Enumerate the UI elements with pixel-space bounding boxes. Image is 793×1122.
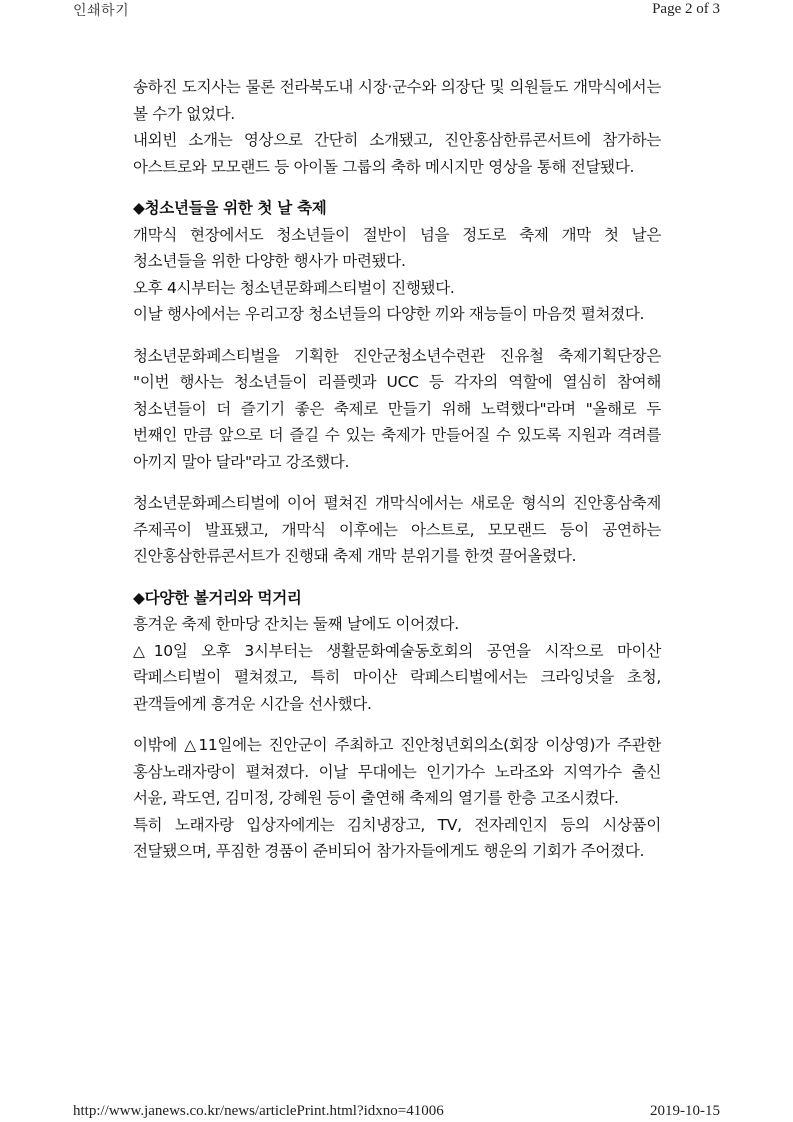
paragraph-gap	[133, 328, 661, 343]
paragraph-gap	[133, 570, 661, 585]
article-paragraph: 내외빈 소개는 영상으로 간단히 소개됐고, 진안홍삼한류콘서트에 참가하는 아스트로와 모모랜드 등 아이돌 그룹의 축하 메시지만 영상을 통해 전달됐다.	[133, 131, 661, 176]
article-paragraph: 이밖에 △11일에는 진안군이 주최하고 진안청년회의소(회장 이상영)가 주관한 홍삼노래자랑이 펼쳐졌다. 이날 무대에는 인기가수 노라조와 지역가수 출신 서윤, 곽도연, 김미정, 강혜원 등이 출연해 축제의 열기를 한층 고조시켰다.	[133, 736, 661, 807]
article-paragraph: 이날 행사에서는 우리고장 청소년들의 다양한 끼와 재능들이 마음껏 펼쳐졌다.	[133, 305, 645, 323]
article-paragraph: 오후 4시부터는 청소년문화페스티벌이 진행됐다.	[133, 278, 455, 297]
page-indicator: Page 2 of 3	[652, 1, 720, 17]
article-paragraph: 흥겨운 축제 한마당 잔치는 둘째 날에도 이어졌다.	[133, 615, 459, 633]
article-paragraph: 개막식 현장에서도 청소년들이 절반이 넘을 정도로 축제 개막 첫 날은 청소년들을 위한 다양한 행사가 마련됐다.	[133, 225, 661, 270]
article-paragraph: 송하진 도지사는 물론 전라북도내 시장·군수와 의장단 및 의원들도 개막식에서는 볼 수가 없었다.	[133, 78, 661, 123]
article-body	[133, 74, 661, 865]
print-date: 2019-10-15	[650, 1103, 720, 1119]
article-paragraph: △10일 오후 3시부터는 생활문화예술동호회의 공연을 시작으로 마이산 락페스티벌이 펼쳐졌고, 특히 마이산 락페스티벌에서는 크라잉넛을 초청, 관객들에게 흥겨운 시간을 선사했다.	[133, 641, 661, 713]
section-heading: ◆다양한 볼거리와 먹거리	[133, 588, 302, 607]
paragraph-gap	[133, 180, 661, 195]
article-paragraph: 특히 노래자랑 입상자에게는 김치냉장고, TV, 전자레인지 등의 시상품이 전달됐으며, 푸짐한 경품이 준비되어 참가자들에게도 행운의 기회가 주어졌다.	[133, 815, 661, 860]
article-paragraph: 청소년문화페스티벌을 기획한 진안군청소년수련관 진유철 축제기획단장은 "이번 행사는 청소년들이 리플렛과 UCC 등 각자의 역할에 열심히 참여해 청소년들이 더 즐기기 좋은 축제로 만들기 위해 노력했다"라며 "올해로 두 번째인 만큼 앞으로 더 즐길 수 있는 축제가 만들어질 수 있도록 지원과 격려를 아끼지 말아 달라"라고 강조했다.	[133, 346, 661, 471]
section-heading: ◆청소년들을 위한 첫 날 축제	[133, 199, 327, 217]
article-paragraph: 청소년문화페스티벌에 이어 펼쳐진 개막식에서는 새로운 형식의 진안홍삼축제 주제곡이 발표됐고, 개막식 이후에는 아스트로, 모모랜드 등이 공연하는 진안홍삼한류콘서트가 진행돼 축제 개막 분위기를 한껏 끌어올렸다.	[133, 494, 661, 565]
paragraph-gap	[133, 717, 661, 732]
paragraph-gap	[133, 475, 661, 490]
article-url: http://www.janews.co.kr/news/articlePrint.html?idxno=41006	[73, 1103, 444, 1119]
print-title: 인쇄하기	[73, 3, 130, 19]
